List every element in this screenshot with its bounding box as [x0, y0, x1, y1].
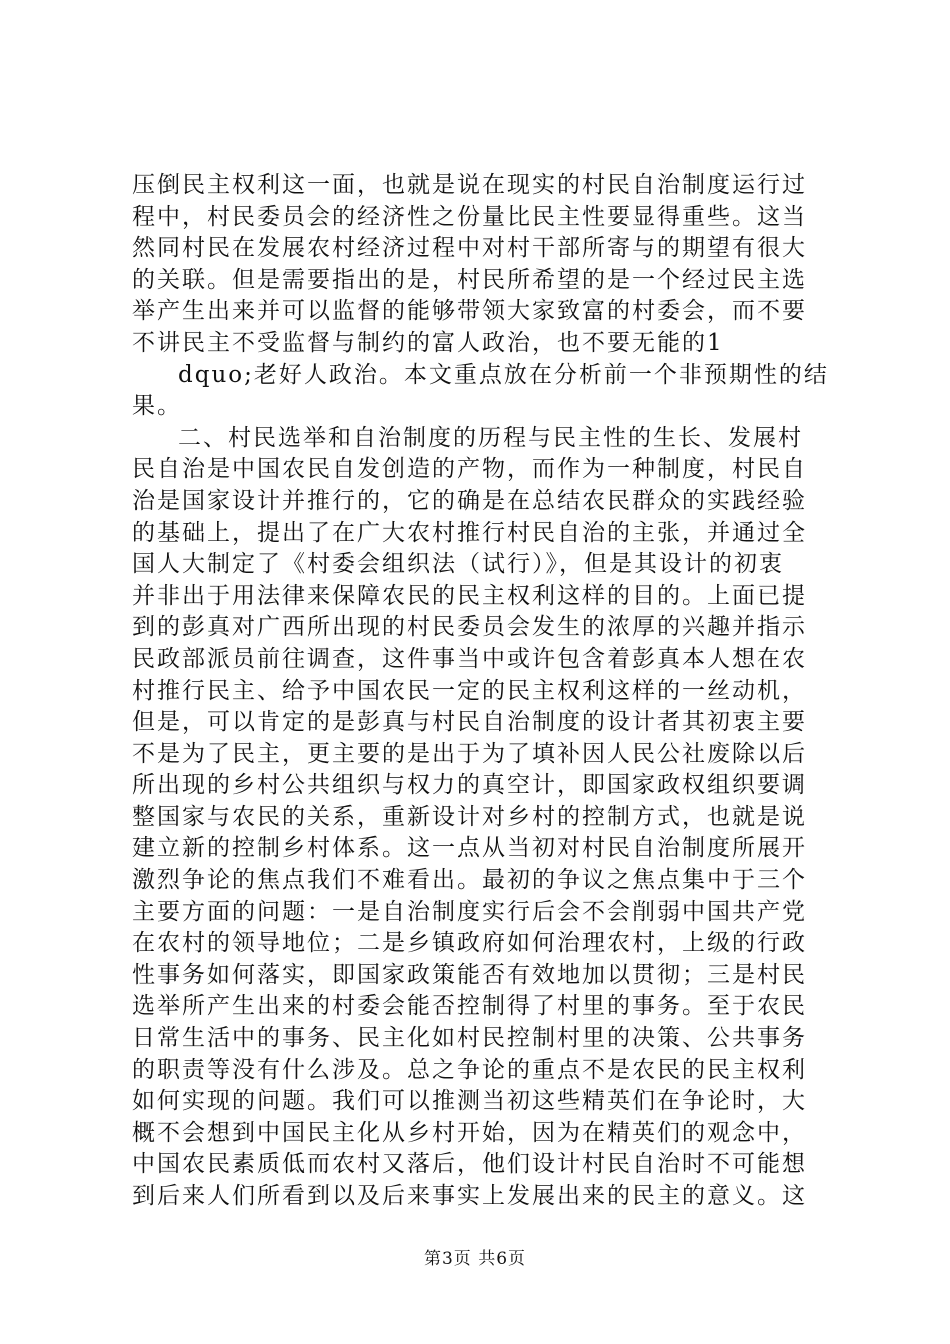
- text-line: 不是为了民主，更主要的是出于为了填补因人民公社废除以后: [132, 740, 807, 767]
- text-line: 的基础上，提出了在广大农村推行村民自治的主张，并通过全: [132, 519, 807, 546]
- text-line: 国人大制定了《村委会组织法（试行）》，但是其设计的初衷: [132, 551, 784, 578]
- text-line: 的关联。但是需要指出的是，村民所希望的是一个经过民主选: [132, 266, 807, 293]
- text-line: 建立新的控制乡村体系。这一点从当初对村民自治制度所展开: [132, 835, 807, 862]
- text-line: 二、村民选举和自治制度的历程与民主性的生长、发展村: [178, 424, 803, 451]
- text-line: 民政部派员前往调查，这件事当中或许包含着彭真本人想在农: [132, 645, 807, 672]
- text-line: 然同村民在发展农村经济过程中对村干部所寄与的期望有很大: [132, 235, 807, 262]
- text-line: 如何实现的问题。我们可以推测当初这些精英们在争论时，大: [132, 1088, 807, 1115]
- text-line: 日常生活中的事务、民主化如村民控制村里的决策、公共事务: [132, 1025, 807, 1052]
- text-line: 村推行民主、给予中国农民一定的民主权利这样的一丝动机，: [132, 677, 807, 704]
- text-line: 概不会想到中国民主化从乡村开始，因为在精英们的观念中，: [132, 1119, 807, 1146]
- document-body: [132, 170, 829, 1213]
- text-line: 中国农民素质低而农村又落后，他们设计村民自治时不可能想: [132, 1151, 807, 1178]
- text-line: 主要方面的问题：一是自治制度实行后会不会削弱中国共产党: [132, 898, 807, 925]
- text-line: 压倒民主权利这一面，也就是说在现实的村民自治制度运行过: [132, 172, 807, 198]
- text-line: 果。: [132, 393, 182, 420]
- text-line: 程中，村民委员会的经济性之份量比民主性要显得重些。这当: [132, 203, 807, 230]
- text-line: 整国家与农民的关系，重新设计对乡村的控制方式，也就是说: [132, 803, 807, 830]
- text-line: 所出现的乡村公共组织与权力的真空计，即国家政权组织要调: [132, 772, 807, 799]
- text-line: 并非出于用法律来保障农民的民主权利这样的目的。上面已提: [132, 582, 807, 609]
- text-line: 举产生出来并可以监督的能够带领大家致富的村委会，而不要: [132, 298, 807, 325]
- text-line: 选举所产生出来的村委会能否控制得了村里的事务。至于农民: [132, 993, 807, 1020]
- text-line: 的职责等没有什么涉及。总之争论的重点不是农民的民主权利: [132, 1056, 807, 1083]
- page-number-footer: 第3页 共6页: [423, 1249, 527, 1269]
- text-line: 不讲民主不受监督与制约的富人政治，也不要无能的1: [132, 329, 724, 356]
- text-line: 民自治是中国农民自发创造的产物，而作为一种制度，村民自: [132, 456, 807, 483]
- text-line: dquo;老好人政治。本文重点放在分析前一个非预期性的结: [178, 361, 829, 388]
- text-line: 在农村的领导地位；二是乡镇政府如何治理农村，上级的行政: [132, 930, 807, 957]
- text-line: 到的彭真对广西所出现的村民委员会发生的浓厚的兴趣并指示: [132, 614, 807, 641]
- text-line: 激烈争论的焦点我们不难看出。最初的争议之焦点集中于三个: [132, 867, 807, 894]
- text-line: 治是国家设计并推行的，它的确是在总结农民群众的实践经验: [132, 487, 807, 514]
- text-line: 到后来人们所看到以及后来事实上发展出来的民主的意义。这: [132, 1183, 807, 1209]
- text-line: 但是，可以肯定的是彭真与村民自治制度的设计者其初衷主要: [132, 709, 807, 736]
- text-line: 性事务如何落实，即国家政策能否有效地加以贯彻；三是村民: [132, 961, 807, 988]
